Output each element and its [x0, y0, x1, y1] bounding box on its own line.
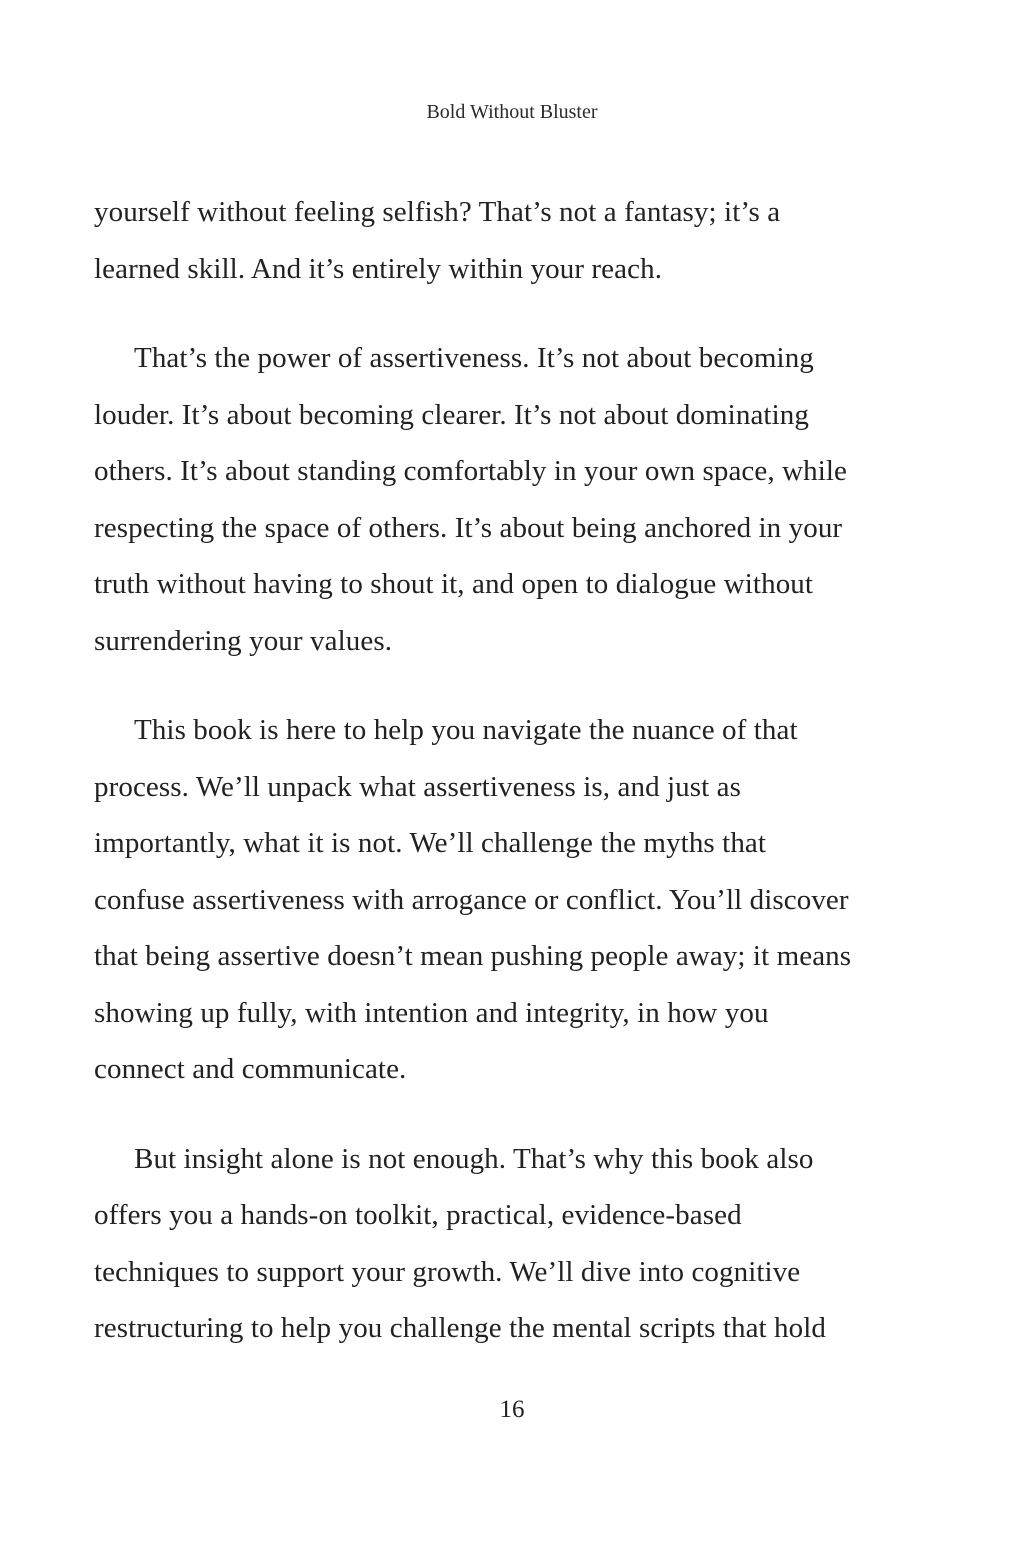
page-number: 16 [499, 1396, 525, 1423]
running-header-title: Bold Without Bluster [426, 101, 598, 123]
text-line: This book is here to help you navigate the nuance of that [134, 714, 798, 746]
text-line: surrendering your values. [94, 624, 393, 657]
text-line: But insight alone is not enough. That’s why this book also [134, 1142, 814, 1175]
text-line: truth without having to shout it, and open to dialogue without [94, 568, 814, 600]
paragraph [94, 1131, 934, 1357]
text-line: That’s the power of assertiveness. It’s not about becoming [134, 342, 814, 374]
text-line: importantly, what it is not. We’ll challenge the myths that [94, 827, 767, 859]
text-line: process. We’ll unpack what assertiveness is, and just as [94, 770, 742, 803]
text-line: that being assertive doesn’t mean pushing people away; it means [94, 940, 852, 972]
text-line: respecting the space of others. It’s about being anchored in your [94, 511, 843, 544]
text-line: connect and communicate. [94, 1053, 407, 1085]
paragraph [94, 702, 934, 1098]
text-line: techniques to support your growth. We’ll dive into cognitive [94, 1255, 801, 1288]
text-line: restructuring to help you challenge the mental scripts that hold [94, 1312, 827, 1344]
text-line: confuse assertiveness with arrogance or conflict. You’ll discover [94, 883, 849, 916]
text-line: showing up fully, with intention and integrity, in how you [94, 996, 769, 1029]
body-text [94, 184, 934, 1357]
text-line: learned skill. And it’s entirely within your reach. [94, 252, 663, 285]
text-line: others. It’s about standing comfortably in your own space, while [94, 455, 847, 487]
paragraph-spacer [94, 669, 934, 702]
text-line: louder. It’s about becoming clearer. It’s not about dominating [94, 398, 809, 431]
paragraph [94, 330, 934, 669]
paragraph-spacer [94, 297, 934, 330]
paragraph [94, 184, 934, 297]
paragraph-spacer [94, 1098, 934, 1131]
text-line: offers you a hands-on toolkit, practical, evidence-based [94, 1199, 742, 1231]
text-line: yourself without feeling selfish? That’s not a fantasy; it’s a [94, 196, 781, 228]
